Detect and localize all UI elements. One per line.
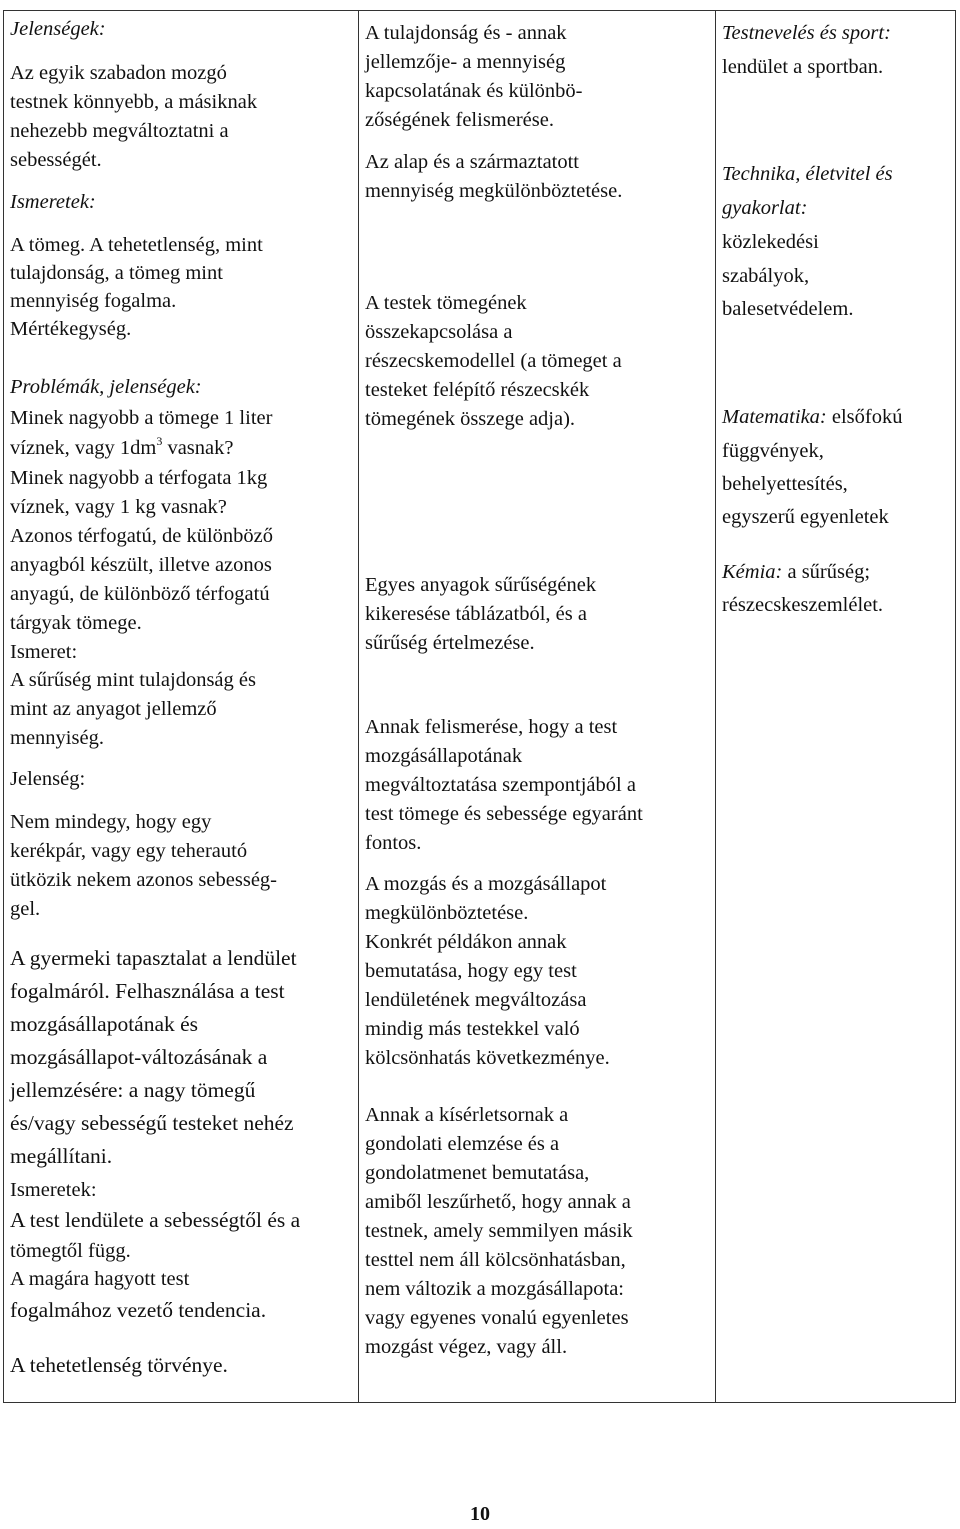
- problemak-line: Minek nagyobb a térfogata 1kg: [10, 467, 268, 489]
- block5-line: megváltoztatása szempontjából a: [365, 774, 636, 796]
- gyermeki-line: mozgásállapot-változásának a: [10, 1045, 268, 1069]
- problemak-line: Azonos térfogatú, de különböző: [10, 525, 274, 547]
- jelensegek-line: testnek könnyebb, a másiknak: [10, 91, 258, 113]
- matematika-line: függvények,: [722, 440, 824, 462]
- technika-label: Technika, életvitel és: [722, 163, 893, 185]
- block7-line: vagy egyenes vonalú egyenletes: [365, 1307, 629, 1329]
- problemak-line: víznek, vagy 1 kg vasnak?: [10, 496, 227, 518]
- block7-line: nem változik a mozgásállapota:: [365, 1278, 625, 1300]
- block5-line: Annak felismerése, hogy a test: [365, 716, 618, 738]
- jelenseg-line: gel.: [10, 898, 41, 920]
- technika-line: szabályok,: [722, 265, 810, 287]
- ismeretek2-line: tömegtől függ.: [10, 1240, 131, 1262]
- matematika-line: egyszerű egyenletek: [722, 506, 889, 528]
- block6-line: mindig más testekkel való: [365, 1018, 580, 1040]
- block7-line: gondolati elemzése és a: [365, 1133, 560, 1155]
- column-divider-1: [358, 11, 359, 1402]
- technika-label: gyakorlat:: [722, 197, 808, 219]
- block2-line: Az alap és a származtatott: [365, 151, 579, 173]
- gyermeki-line: A gyermeki tapasztalat a lendület: [10, 946, 297, 970]
- ismeret-line: mennyiség.: [10, 727, 104, 749]
- block4-line: Egyes anyagok sűrűségének: [365, 574, 597, 596]
- block6-line: A mozgás és a mozgásállapot: [365, 873, 607, 895]
- jelensegek-line: Az egyik szabadon mozgó: [10, 62, 227, 84]
- block6-line: megkülönböztetése.: [365, 902, 529, 924]
- jelenseg-line: ütközik nekem azonos sebesség-: [10, 869, 277, 891]
- gyermeki-line: és/vagy sebességű testeket nehéz: [10, 1111, 294, 1135]
- block3-line: összekapcsolása a: [365, 321, 513, 343]
- testneveles-label: Testnevelés és sport:: [722, 22, 891, 44]
- ismeretek2-label: Ismeretek:: [10, 1179, 97, 1201]
- ismeret-line: A sűrűség mint tulajdonság és: [10, 669, 256, 691]
- kemia-label: Kémia:: [722, 561, 783, 583]
- problemak-line: víznek, vagy $1dm^3$ vasnak?: [10, 434, 234, 459]
- jelenseg-line: kerékpár, vagy egy teherautó: [10, 840, 248, 862]
- technika-line: közlekedési: [722, 231, 819, 253]
- block3-line: testeket felépítő részecskék: [365, 379, 590, 401]
- kemia-line: Kémia: a sűrűség;: [722, 561, 871, 583]
- ismeretek-line: A tömeg. A tehetetlenség, mint: [10, 234, 263, 256]
- problemak-line: anyagú, de különböző térfogatú: [10, 583, 270, 605]
- block6-line: Konkrét példákon annak: [365, 931, 567, 953]
- problemak-line: anyagból készült, illetve azonos: [10, 554, 272, 576]
- ismeretek-line: mennyiség fogalma.: [10, 290, 177, 312]
- block7-line: testnek, amely semmilyen másik: [365, 1220, 633, 1242]
- problemak-line: Minek nagyobb a tömege 1 liter: [10, 407, 273, 429]
- block6-line: lendületének megváltozása: [365, 989, 587, 1011]
- block3-line: részecskemodellel (a tömeget a: [365, 350, 622, 372]
- block5-line: mozgásállapotának: [365, 745, 523, 767]
- block2-line: mennyiség megkülönböztetése.: [365, 180, 623, 202]
- gyermeki-line: fogalmáról. Felhasználása a test: [10, 979, 285, 1003]
- block5-line: test tömege és sebessége egyaránt: [365, 803, 643, 825]
- block7-line: amiből leszűrhető, hogy annak a: [365, 1191, 631, 1213]
- block7-line: gondolatmenet bemutatása,: [365, 1162, 590, 1184]
- ismeret-line: mint az anyagot jellemző: [10, 698, 217, 720]
- matematika-line: Matematika: elsőfokú: [722, 406, 903, 428]
- column-divider-2: [715, 11, 716, 1402]
- block1-line: zőségének felismerése.: [365, 109, 554, 131]
- testneveles-text: lendület a sportban.: [722, 56, 884, 78]
- gyermeki-line: mozgásállapotának és: [10, 1012, 199, 1036]
- block7-line: testtel nem áll kölcsönhatásban,: [365, 1249, 626, 1271]
- matematika-line: behelyettesítés,: [722, 473, 848, 495]
- ismeret-label: Ismeret:: [10, 641, 78, 663]
- jelensegek-label: Jelenségek:: [10, 18, 106, 40]
- problemak-label: Problémák, jelenségek:: [10, 376, 202, 398]
- block7-line: Annak a kísérletsornak a: [365, 1104, 569, 1126]
- ismeretek-label: Ismeretek:: [10, 191, 96, 213]
- block4-line: sűrűség értelmezése.: [365, 632, 535, 654]
- ismeretek2-line: fogalmához vezető tendencia.: [10, 1298, 267, 1322]
- block3-line: A testek tömegének: [365, 292, 527, 314]
- jelenseg-label: Jelenség:: [10, 768, 86, 790]
- block6-line: kölcsönhatás következménye.: [365, 1047, 610, 1069]
- kemia-line: részecskeszemlélet.: [722, 594, 884, 616]
- block1-line: A tulajdonság és - annak: [365, 22, 567, 44]
- block3-line: tömegének összege adja).: [365, 408, 576, 430]
- matematika-label: Matematika:: [722, 406, 827, 428]
- tehetetlenseg-line: A tehetetlenség törvénye.: [10, 1353, 228, 1377]
- block4-line: kikeresése táblázatból, és a: [365, 603, 587, 625]
- jelensegek-line: sebességét.: [10, 149, 102, 171]
- block1-line: kapcsolatának és különbö-: [365, 80, 583, 102]
- ismeretek2-line: A magára hagyott test: [10, 1268, 190, 1290]
- page-number: 10: [470, 1503, 490, 1525]
- jelenseg-line: Nem mindegy, hogy egy: [10, 811, 212, 833]
- problemak-line: tárgyak tömege.: [10, 612, 142, 634]
- block5-line: fontos.: [365, 832, 422, 854]
- gyermeki-line: megállítani.: [10, 1144, 113, 1168]
- content-table: [3, 10, 956, 1403]
- ismeretek-line: Mértékegység.: [10, 318, 132, 340]
- gyermeki-line: jellemzésére: a nagy tömegű: [10, 1078, 256, 1102]
- block6-line: bemutatása, hogy egy test: [365, 960, 577, 982]
- technika-line: balesetvédelem.: [722, 298, 854, 320]
- ismeretek2-line: A test lendülete a sebességtől és a: [10, 1208, 301, 1232]
- ismeretek-line: tulajdonság, a tömeg mint: [10, 262, 223, 284]
- jelensegek-line: nehezebb megváltoztatni a: [10, 120, 229, 142]
- block1-line: jellemzője- a mennyiség: [365, 51, 566, 73]
- block7-line: mozgást végez, vagy áll.: [365, 1336, 568, 1358]
